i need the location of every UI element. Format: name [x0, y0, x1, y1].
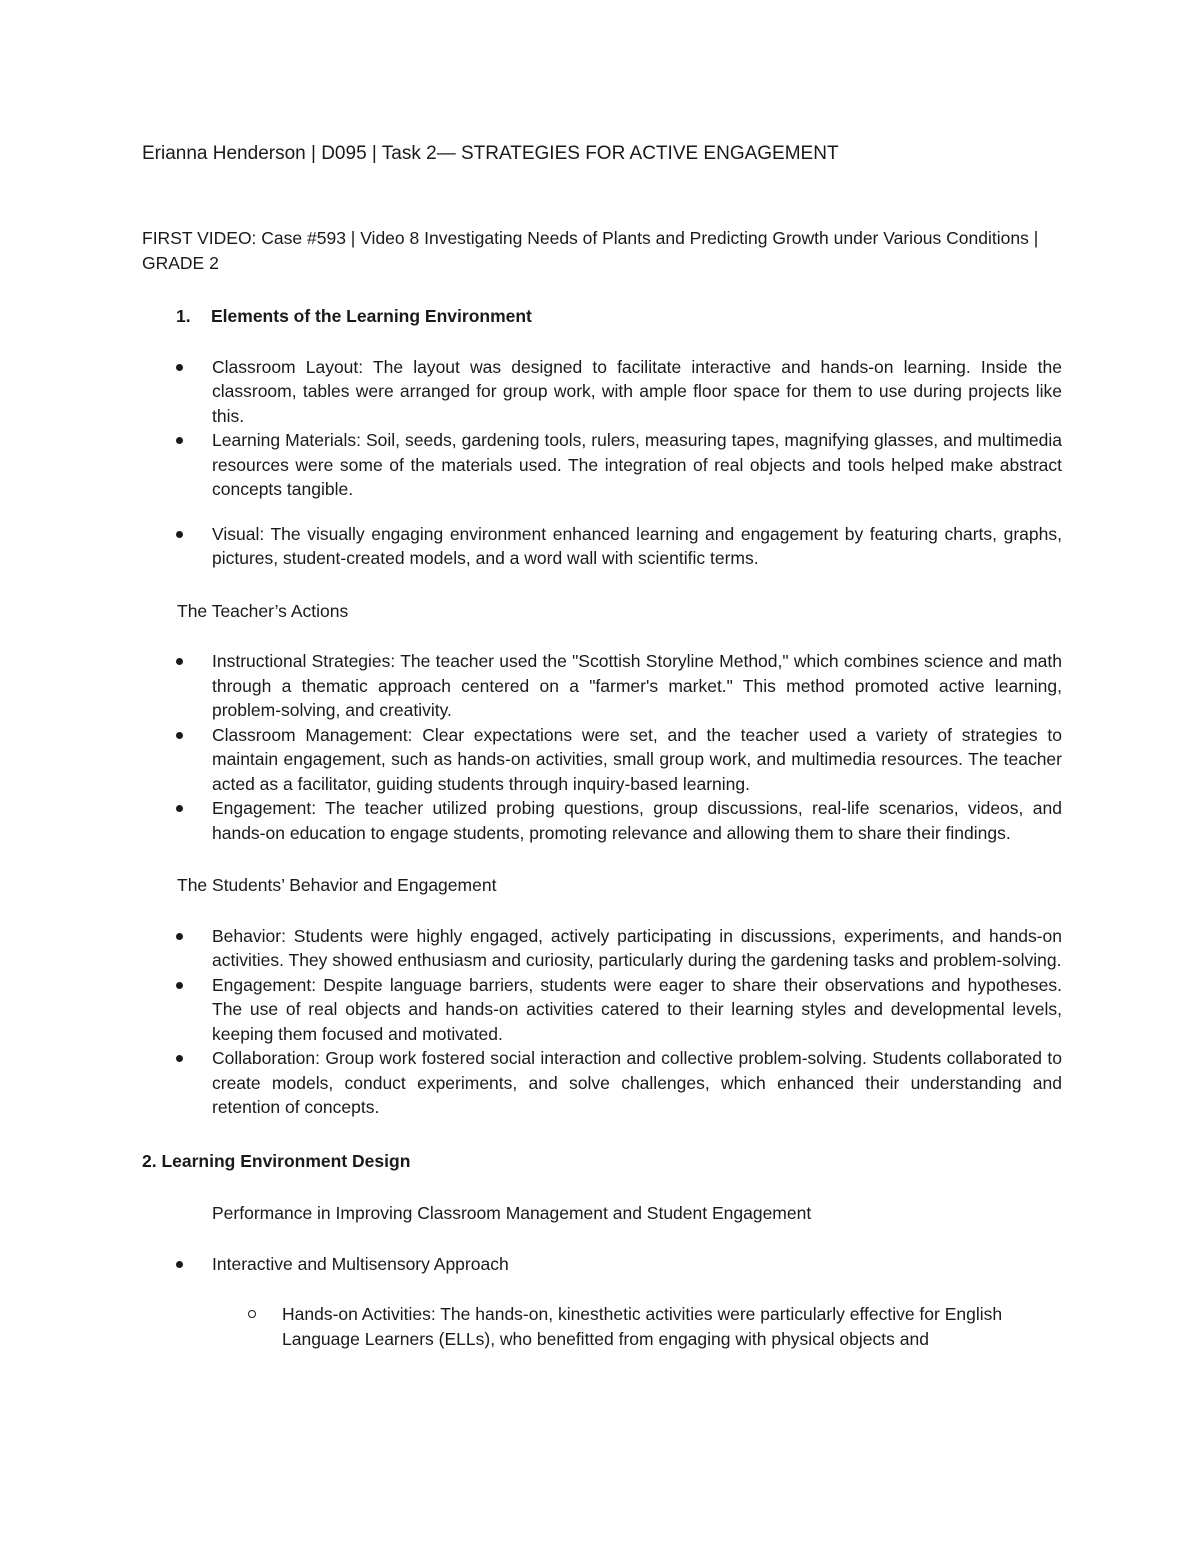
list-item: Visual: The visually engaging environment enhanced learning and engagement by featuring charts, graphs, pictures, student-created models, and a word wall with scientific terms.	[142, 522, 1062, 571]
students-behavior-heading: The Students’ Behavior and Engagement	[177, 875, 497, 895]
design-bullet-list	[142, 1252, 1062, 1277]
bullet-icon	[176, 658, 183, 665]
bullet-icon	[176, 732, 183, 739]
section-1-heading	[142, 304, 1062, 329]
bullet-icon	[176, 805, 183, 812]
students-bullet-list	[142, 924, 1062, 1120]
list-item: Instructional Strategies: The teacher used the "Scottish Storyline Method," which combines science and math through a thematic approach centered on a "farmer's market." This method promoted active learning, problem-solving, and creativity.	[142, 649, 1062, 723]
list-item: Learning Materials: Soil, seeds, gardening tools, rulers, measuring tapes, magnifying glasses, and multimedia resources were some of the materials used. The integration of real objects and tools helped make abstract concepts tangible.	[142, 428, 1062, 502]
list-item: Collaboration: Group work fostered social interaction and collective problem-solving. Students collaborated to create models, conduct experiments, and solve challenges, which enhanced their understanding and retention of concepts.	[142, 1046, 1062, 1120]
list-item: Classroom Management: Clear expectations were set, and the teacher used a variety of strategies to maintain engagement, such as hands-on activities, small group work, and multimedia resources. The teacher acted as a facilitator, guiding students through inquiry-based learning.	[142, 723, 1062, 797]
list-item: Hands-on Activities: The hands-on, kinesthetic activities were particularly effective for English Language Learners (ELLs), who benefitted from engaging with physical objects and	[142, 1302, 1062, 1351]
section-2-subheading: Performance in Improving Classroom Management and Student Engagement	[212, 1203, 812, 1223]
teacher-actions-heading: The Teacher’s Actions	[177, 600, 349, 621]
environment-bullet-list	[142, 355, 1062, 571]
section-2-heading: 2. Learning Environment Design	[142, 1150, 411, 1171]
list-item: Classroom Layout: The layout was designed to facilitate interactive and hands-on learning. Inside the classroom, tables were arranged for group work, with ample floor space for them to use during projects like this.	[142, 355, 1062, 429]
list-item: Interactive and Multisensory Approach	[142, 1252, 1062, 1277]
document-body	[142, 140, 1062, 1351]
list-item: Engagement: Despite language barriers, students were eager to share their observations and hypotheses. The use of real objects and hands-on activities catered to their learning styles and developmental levels, keeping them focused and motivated.	[142, 973, 1062, 1047]
teacher-bullet-list	[142, 649, 1062, 845]
bullet-icon	[176, 531, 183, 538]
bullet-icon	[176, 982, 183, 989]
bullet-icon	[176, 437, 183, 444]
bullet-icon	[176, 933, 183, 940]
hollow-bullet-icon	[248, 1310, 256, 1318]
list-item: Engagement: The teacher utilized probing questions, group discussions, real-life scenarios, videos, and hands-on education to engage students, promoting relevance and allowing them to share their findings.	[142, 796, 1062, 845]
bullet-icon	[176, 1261, 183, 1268]
video-description: FIRST VIDEO: Case #593 | Video 8 Investigating Needs of Plants and Predicting Growth under Various Conditions | GRADE 2	[142, 228, 1039, 273]
list-item: Behavior: Students were highly engaged, actively participating in discussions, experiments, and hands-on activities. They showed enthusiasm and curiosity, particularly during the gardening tasks and problem-solving.	[142, 924, 1062, 973]
bullet-icon	[176, 1055, 183, 1062]
design-sub-bullet-list	[142, 1302, 1062, 1351]
section-1-title: Elements of the Learning Environment	[211, 306, 532, 326]
section-1-number: 1.	[176, 306, 191, 326]
document-title: Erianna Henderson | D095 | Task 2— STRATEGIES FOR ACTIVE ENGAGEMENT	[142, 143, 839, 164]
bullet-icon	[176, 364, 183, 371]
